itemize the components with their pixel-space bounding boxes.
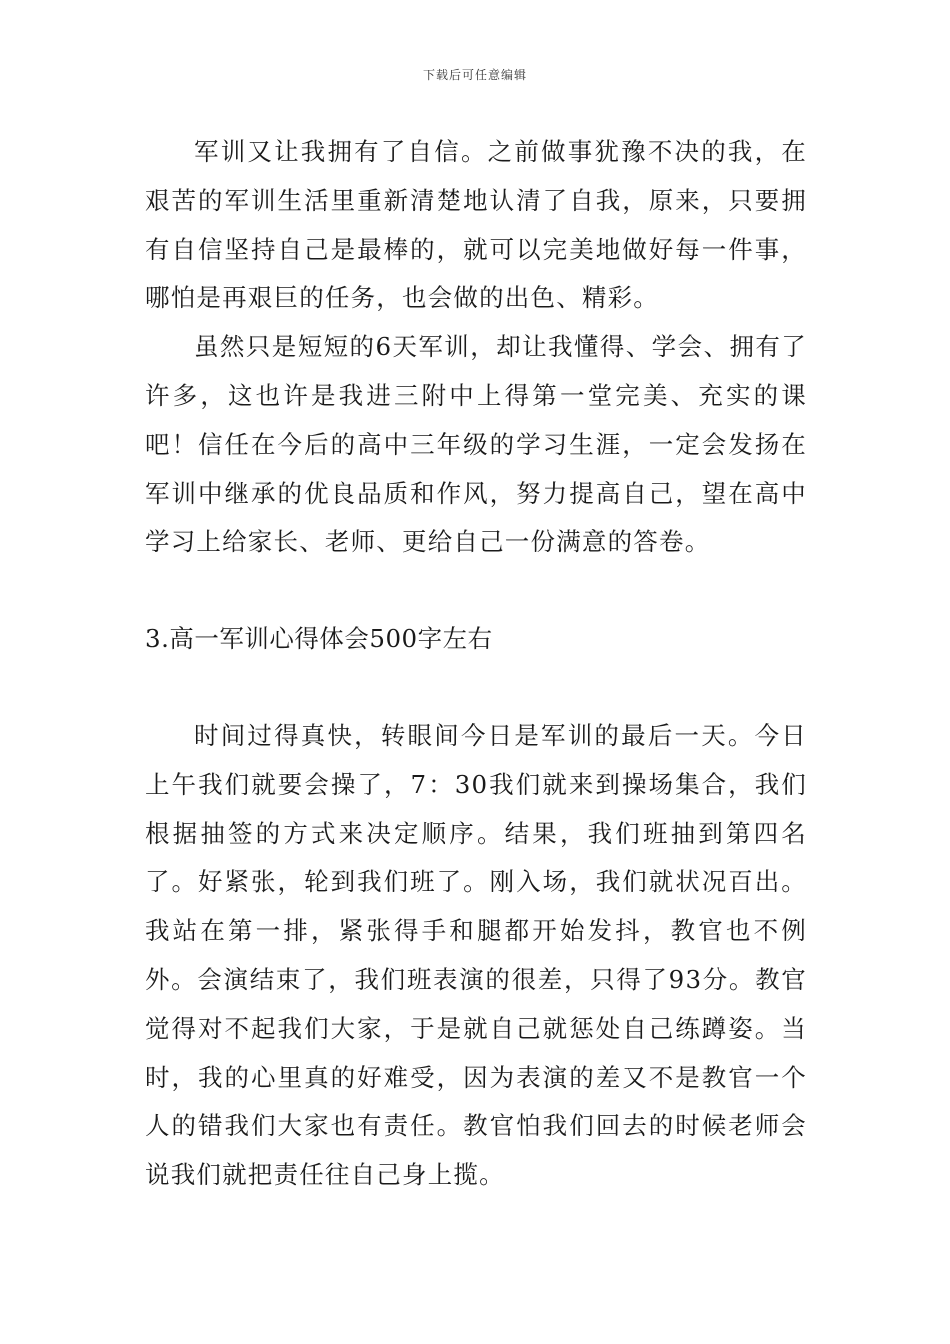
spacer xyxy=(145,567,807,615)
paragraph: 虽然只是短短的6天军训，却让我懂得、学会、拥有了许多，这也许是我进三附中上得第一堂完美、充实的课吧！信任在今后的高中三年级的学习生涯，一定会发扬在军训中继承的优良品质和作风，努力提高自己，望在高中学习上给家长、老师、更给自己一份满意的答卷。 xyxy=(145,332,807,557)
header-note: 下载后可任意编辑 xyxy=(422,68,527,82)
paragraph: 军训又让我拥有了自信。之前做事犹豫不决的我，在艰苦的军训生活里重新清楚地认清了自我，原来，只要拥有自信坚持自己是最棒的，就可以完美地做好每一件事，哪怕是再艰巨的任务，也会做的出色、精彩。 xyxy=(145,137,807,313)
section-heading: 3.高一军训心得体会500字左右 xyxy=(145,624,493,654)
document-body xyxy=(145,128,807,1200)
paragraph: 时间过得真快，转眼间今日是军训的最后一天。今日上午我们就要会操了，7：30我们就来到操场集合，我们根据抽签的方式来决定顺序。结果，我们班抽到第四名了。好紧张，轮到我们班了。刚入场，我们就状况百出。我站在第一排，紧张得手和腿都开始发抖，教官也不例外。会演结束了，我们班表演的很差，只得了93分。教官觉得对不起我们大家，于是就自己就惩处自己练蹲姿。当时，我的心里真的好难受，因为表演的差又不是教官一个人的错我们大家也有责任。教官怕我们回去的时候老师会说我们就把责任往自己身上揽。 xyxy=(145,720,807,1190)
spacer xyxy=(145,664,807,712)
